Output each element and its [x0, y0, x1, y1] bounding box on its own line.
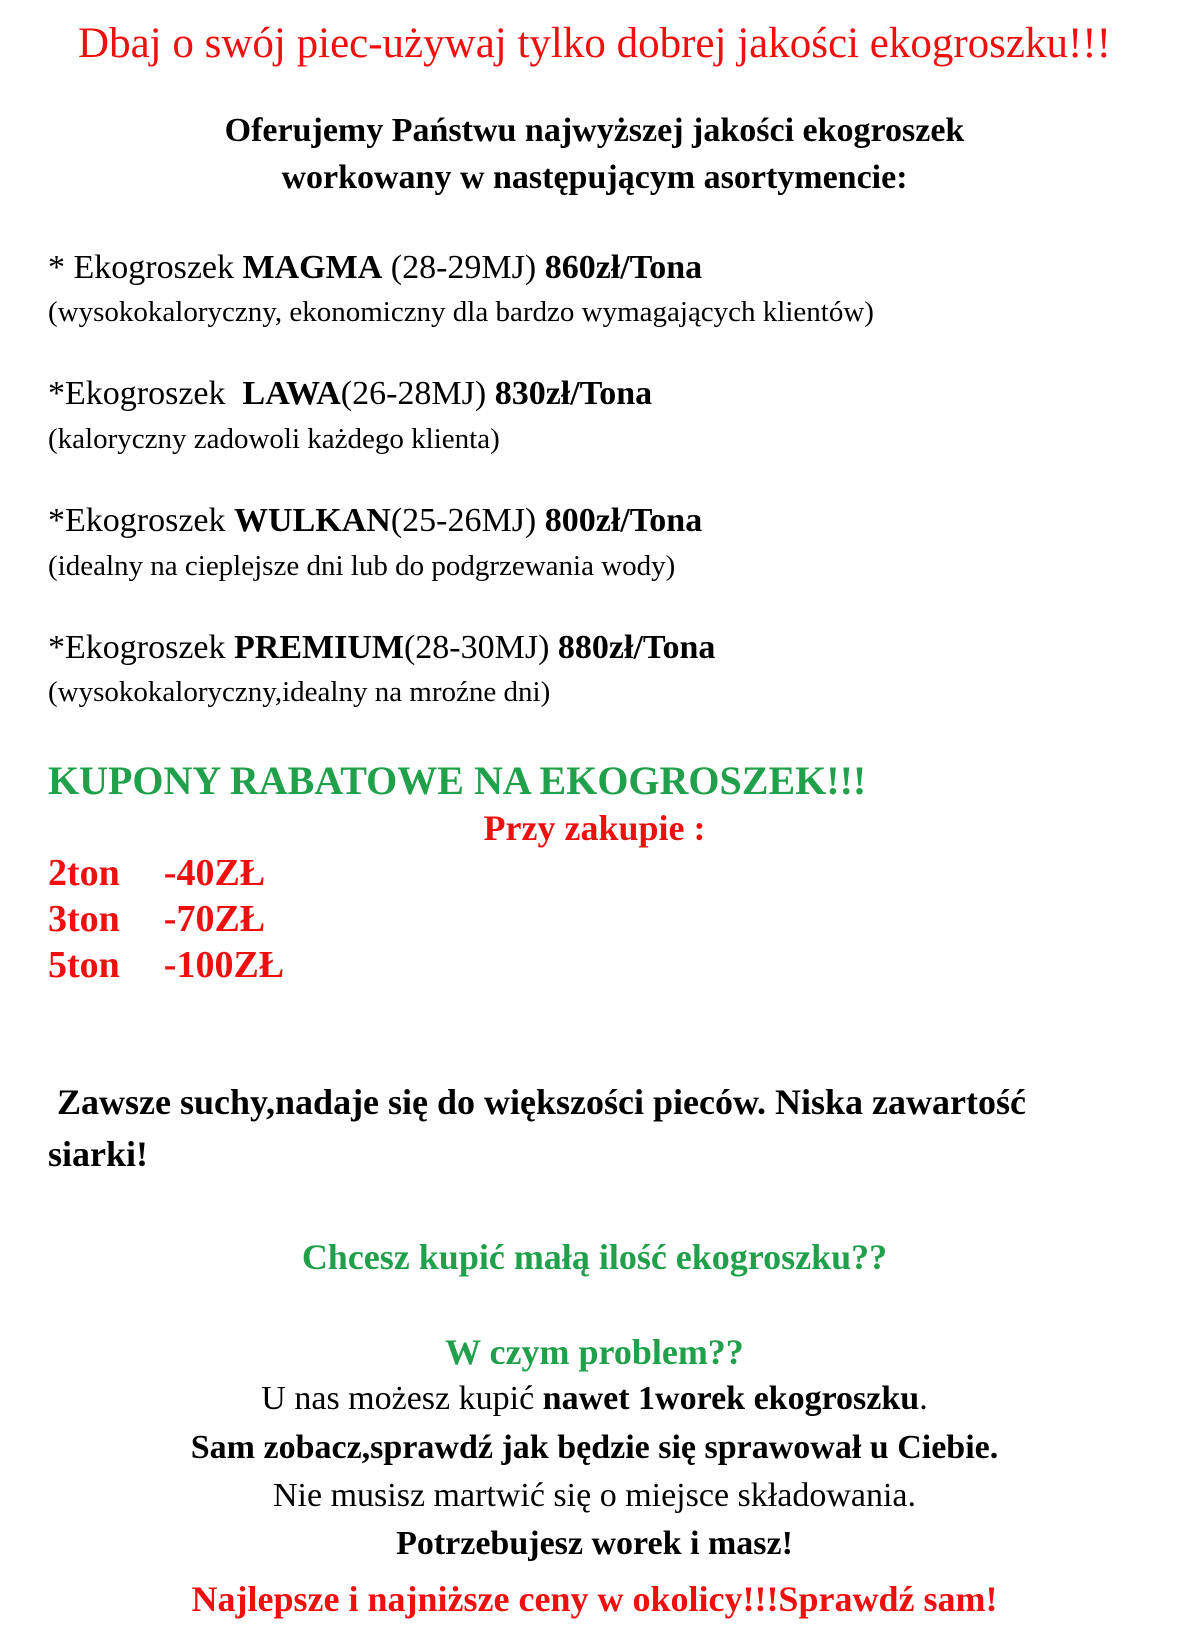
small-quantity-section [48, 1234, 1141, 1623]
product-premium-prefix: *Ekogroszek [48, 628, 235, 666]
product-magma-name: MAGMA [242, 248, 383, 286]
product-lawa-desc: (kaloryczny zadowoli każdego klienta) [48, 422, 500, 455]
product-premium-line [48, 626, 1141, 670]
cta-best-prices: Najlepsze i najniższe ceny w okolicy!!!Sprawdź sam! [191, 1579, 998, 1620]
product-premium-name: PREMIUM [234, 628, 404, 666]
product-wulkan-specs: (25-26MJ) [390, 502, 545, 540]
question-small-amount: Chcesz kupić małą ilość ekogroszku?? [301, 1237, 888, 1278]
product-wulkan-line [48, 499, 1141, 543]
intro-line-1: Oferujemy Państwu najwyższej jakości ekogroszek [224, 111, 965, 149]
tier-3ton-discount: -70ZŁ [163, 897, 266, 940]
product-premium-price: 880zł/Tona [557, 628, 716, 666]
product-magma-desc: (wysokokaloryczny, ekonomiczny dla bardzo wymagających klientów) [48, 296, 874, 329]
question-problem: W czym problem?? [445, 1331, 744, 1372]
tier-2ton-discount: -40ZŁ [163, 852, 266, 895]
product-lawa [48, 372, 1141, 459]
line-one-bag-bold: nawet 1worek ekogroszku [542, 1380, 920, 1418]
discount-tiers [48, 851, 1141, 988]
tier-3ton [48, 897, 1141, 943]
tier-5ton-qty: 5ton [48, 943, 120, 986]
line-try-yourself: Sam zobacz,sprawdź jak będzie się sprawował u Ciebie. [190, 1428, 999, 1466]
line-no-storage: Nie musisz martwić się o miejsce składowania. [273, 1476, 916, 1514]
tier-2ton-qty: 2ton [48, 852, 120, 895]
product-lawa-prefix: *Ekogroszek [48, 375, 243, 413]
product-magma-price: 860zł/Tona [544, 248, 703, 286]
product-lawa-price: 830zł/Tona [494, 375, 653, 413]
line-need-bag: Potrzebujesz worek i masz! [396, 1525, 793, 1563]
product-magma-specs: (28-29MJ) [382, 248, 545, 286]
tier-5ton [48, 943, 1141, 989]
product-premium [48, 626, 1141, 713]
tier-2ton [48, 851, 1141, 897]
page-title: Dbaj o swój piec-używaj tylko dobrej jakości ekogroszku!!! [78, 20, 1111, 67]
product-magma-line [48, 246, 1141, 290]
product-wulkan-prefix: *Ekogroszek [48, 502, 235, 540]
product-lawa-line [48, 372, 1141, 416]
product-lawa-specs: (26-28MJ) [340, 375, 495, 413]
product-wulkan-name: WULKAN [234, 502, 391, 540]
product-lawa-name: LAWA [242, 375, 341, 413]
product-wulkan-price: 800zł/Tona [544, 502, 703, 540]
intro-heading [48, 108, 1141, 202]
tier-3ton-qty: 3ton [48, 897, 120, 940]
product-magma [48, 246, 1141, 333]
product-wulkan-desc: (idealny na cieplejsze dni lub do podgrzewania wody) [48, 549, 676, 582]
coupons-heading: KUPONY RABATOWE NA EKOGROSZEK!!! [48, 758, 867, 804]
quality-note: Zawsze suchy,nadaje się do większości pieców. Niska zawartość siarki! [48, 1082, 1035, 1175]
line-one-bag-pre: U nas możesz kupić [261, 1380, 543, 1418]
product-wulkan [48, 499, 1141, 586]
coupons-subheading: Przy zakupie : [483, 808, 706, 849]
line-one-bag [48, 1375, 1141, 1423]
product-magma-prefix: * Ekogroszek [48, 248, 243, 286]
tier-5ton-discount: -100ZŁ [163, 943, 285, 986]
line-one-bag-post: . [919, 1380, 928, 1418]
intro-line-2: workowany w następującym asortymencie: [281, 158, 908, 196]
product-premium-desc: (wysokokaloryczny,idealny na mroźne dni) [48, 676, 551, 709]
product-premium-specs: (28-30MJ) [403, 628, 558, 666]
